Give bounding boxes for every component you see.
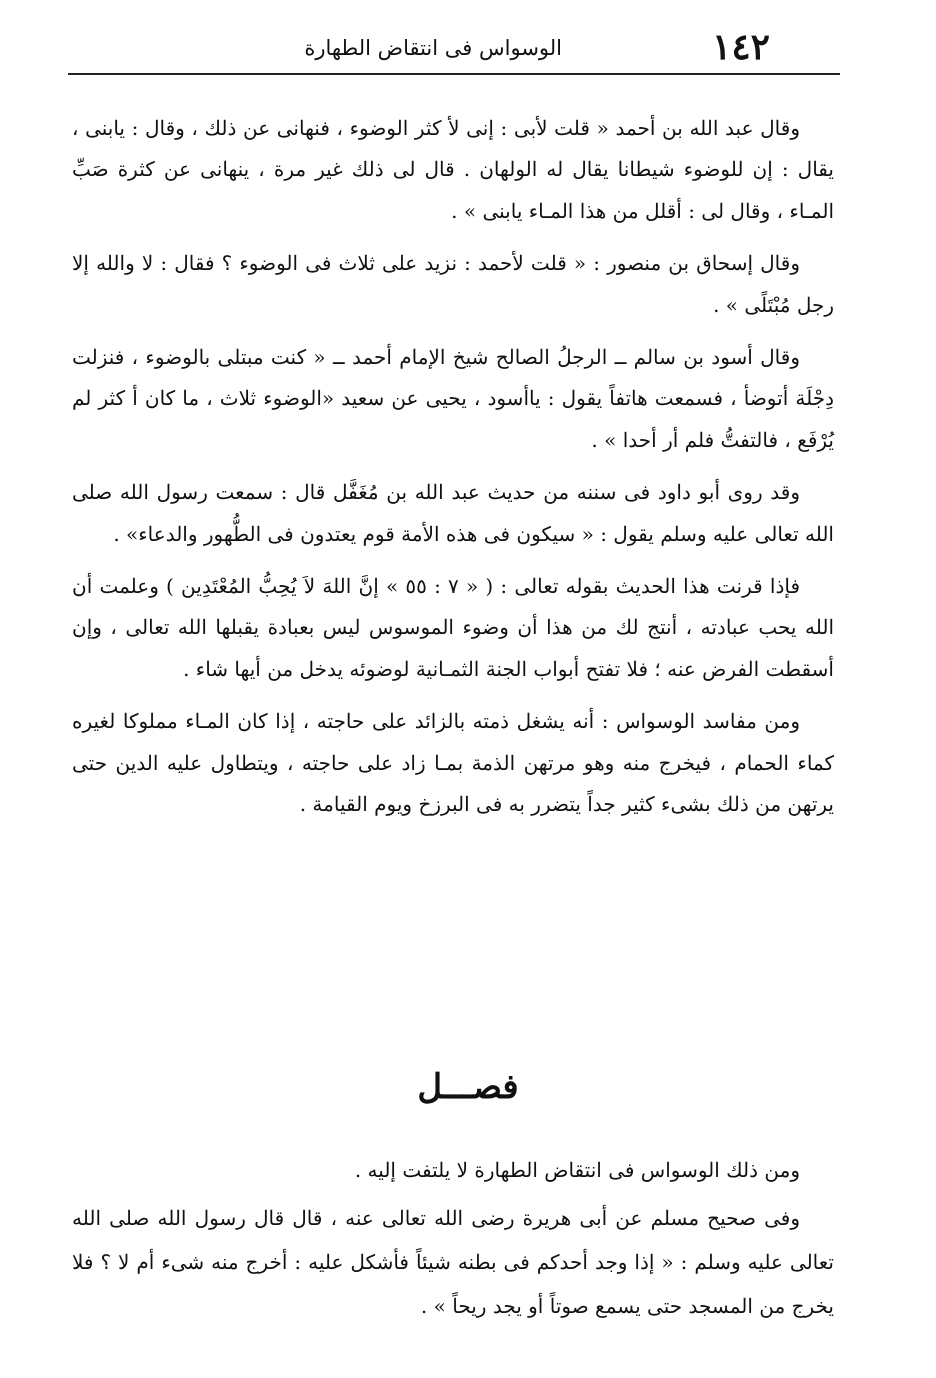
paragraph: ومن مفاسد الوسواس : أنه يشغل ذمته بالزائد على حاجته ، إذا كان المـاء مملوكا لغيره كماء الحمام ، فيخرج منه وهو مرتهن الذمة بمـا زاد على حاجته ، ويتطاول عليه الدين حتى يرتهن من ذلك بشىء كثير جداً يتضرر به فى البرزخ ويوم القيامة . [72, 709, 834, 817]
header-rule [68, 73, 840, 75]
paragraph: فإذا قرنت هذا الحديث بقوله تعالى : ( « ٧ : ٥٥ » إنَّ اللهَ لاَ يُحِبُّ المُعْتَدِين ) وعلمت أن الله يحب عبادته ، أنتج لك من هذا أن وضوء الموسوس ليس بعبادة يقبلها الله تعالى ، وإن أسقطت الفرض عنه ؛ فلا تفتح أبواب الجنة الثمـانية لوضوئه يدخل من أيها شاء . [72, 574, 834, 681]
paragraph: وقال أسود بن سالم ــ الرجلُ الصالح شيخ الإمام أحمد ــ « كنت مبتلى بالوضوء ، فنزلت دِجْلَة أتوضأ ، فسمعت هاتفاً يقول : ياأسود ، يحيى عن سعيد «الوضوء ثلاث ، ما كان أ كثر لم يُرْفَع ، فالتفتُّ فلم أر أحدا » . [72, 345, 834, 452]
page-number: ١٤٢ [711, 26, 770, 68]
paragraph: وقد روى أبو داود فى سننه من حديث عبد الله بن مُغَفَّل قال : سمعت رسول الله صلى الله تعالى عليه وسلم يقول : « سيكون فى هذه الأمة قوم يعتدون فى الطُّهور والدعاء» . [72, 480, 834, 546]
paragraph: ومن ذلك الوسواس فى انتقاض الطهارة لا يلتفت إليه . [354, 1158, 800, 1182]
paragraph: وقال إسحاق بن منصور : « قلت لأحمد : نزيد على ثلاث فى الوضوء ؟ فقال : لا والله إلا رجل مُبْتَلًى » . [72, 251, 834, 317]
running-title: الوسواس فى انتقاض الطهارة [304, 36, 562, 60]
section-heading: فصـــل [417, 1067, 519, 1107]
paragraph: وفى صحيح مسلم عن أبى هريرة رضى الله تعالى عنه ، قال قال رسول الله صلى الله تعالى عليه وسلم : « إذا وجد أحدكم فى بطنه شيئاً فأشكل عليه : أخرج منه شىء أم لا ؟ فلا يخرج من المسجد حتى يسمع صوتاً أو يجد ريحاً » . [72, 1206, 834, 1318]
main-text-block [72, 108, 834, 837]
paragraph: وقال عبد الله بن أحمد « قلت لأبى : إنى لأ كثر الوضوء ، فنهانى عن ذلك ، وقال : يابنى ، يقال : إن للوضوء شيطانا يقال له الولهان . قال لى ذلك غير مرة ، ينهانى عن كثرة صَبِّ المـاء ، وقال لى : أقلل من هذا المـاء يابنى » . [72, 116, 834, 223]
page-header [70, 22, 840, 72]
section-text-block [72, 1148, 834, 1332]
